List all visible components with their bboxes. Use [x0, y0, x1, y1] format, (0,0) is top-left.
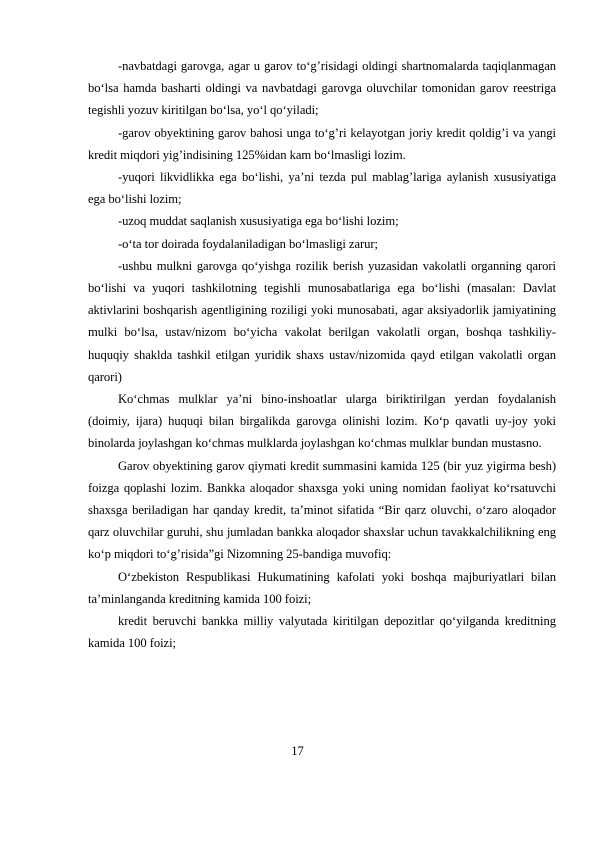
paragraph-collateral-coverage: Garov obyektining garov qiymati kredit summasini kamida 125 (bir yuz yigirma besh) foizga qoplashi lozim. Bankka aloqador shaxsga yoki uning nomidan faoliyat ko‘rsatuvchi shaxsga beriladigan har qanday kredit, ta’minot sifatida “Bir qarz oluvchi, o‘zaro aloqador qarz oluvchilar guruhi, shu jumladan bankka aloqador shaxslar uchun tavakkalchilikning eng ko‘p miqdori to‘g’risida”gi Nizomning 25-bandiga muvofiq:: [88, 458, 556, 562]
paragraph-national-currency-deposits: kredit beruvchi bankka milliy valyutada kiritilgan depozitlar qo‘yilganda kreditning kamida 100 foizi;: [88, 614, 556, 651]
paragraph-collateral-value-ratio: -garov obyektining garov bahosi unga to‘g’ri kelayotgan joriy kredit qoldig’i va yangi kredit miqdori yig’indisining 125%idan kam bo‘lmasligi lozim.: [88, 125, 556, 162]
page-number: 17: [291, 744, 304, 758]
paragraph-high-liquidity: -yuqori likvidlikka ega bo‘lishi, ya’ni tezda pul mablag’lariga aylanish xususiyatiga ega bo‘lishi lozim;: [88, 170, 556, 207]
paragraph-long-storage: -uzoq muddat saqlanish xususiyatiga ega bo‘lishi lozim;: [118, 214, 399, 229]
paragraph-narrow-use: -o‘ta tor doirada foydalaniladigan bo‘lmasligi zarur;: [118, 236, 378, 251]
paragraph-subsequent-pledge: -navbatdagi garovga, agar u garov to‘g’risidagi oldingi shartnomalarda taqiqlanmagan bo‘lsa hamda basharti oldingi va navbatdagi garovga oluvchilar tomonidan garov reestriga tegishli yozuv kiritilgan bo‘lsa, yo‘l qo‘yiladi;: [88, 59, 556, 118]
paragraph-authorized-consent: -ushbu mulkni garovga qo‘yishga rozilik berish yuzasidan vakolatli organning qarori bo‘lishi va yuqori tashkilotning tegishli munosabatlariga ega bo‘lishi (masalan: Davlat aktivlarini boshqarish agentligining roziligi yoki munosabati, agar aksiyadorlik jamiyatining mulki bo‘lsa, ustav/nizom bo‘yicha vakolat berilgan vakolatli organ, boshqa tashkiliy-huquqiy shaklda tashkil etilgan yuridik shaxs ustav/nizomida qayd etilgan vakolatli organ qarori): [88, 258, 556, 384]
document-body: [88, 55, 556, 654]
paragraph-government-guarantee: O‘zbekiston Respublikasi Hukumatining kafolati yoki boshqa majburiyatlari bilan ta’minlanganda kreditning kamida 100 foizi;: [88, 569, 556, 606]
paragraph-real-estate: Ko‘chmas mulklar ya’ni bino-inshoatlar ularga biriktirilgan yerdan foydalanish (doimiy, ijara) huquqi bilan birgalikda garovga olinishi lozim. Ko‘p qavatli uy-joy yoki binolarda joylashgan ko‘chmas mulklarda joylashgan ko‘chmas mulklar bundan mustasno.: [88, 392, 556, 451]
